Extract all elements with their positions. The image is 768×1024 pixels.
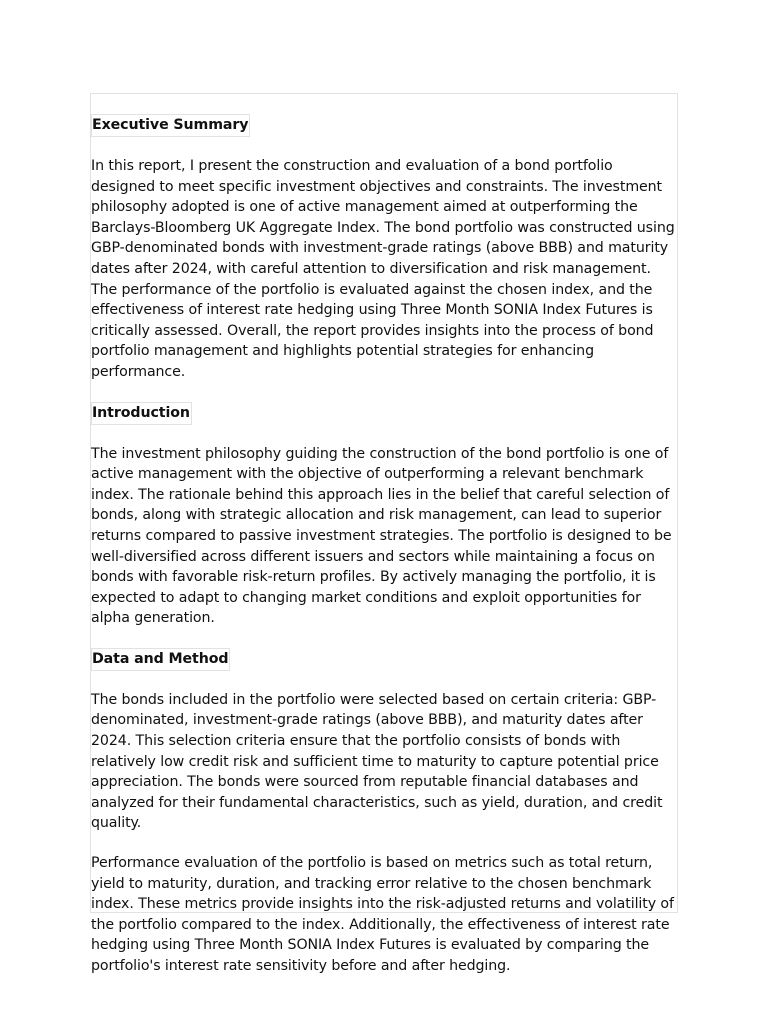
section-executive-summary — [91, 114, 677, 137]
heading-data-and-method: Data and Method — [91, 648, 230, 671]
paragraph-data-method-2: Performance evaluation of the portfolio is based on metrics such as total return, yield to maturity, duration, and tracking error relative to the chosen benchmark index. These metrics provide insights into the risk-adjusted returns and volatility of the portfolio compared to the index. Additionally, the effectiveness of interest rate hedging using Three Month SONIA Index Futures is evaluated by comparing the portfolio's interest rate sensitivity before and after hedging. — [91, 855, 674, 974]
document-body — [91, 114, 677, 977]
section-introduction — [91, 402, 677, 425]
heading-introduction: Introduction — [91, 402, 192, 425]
paragraph-introduction: The investment philosophy guiding the construction of the bond portfolio is one of active management with the objective of outperforming a relevant benchmark index. The rationale behind this approach lies in the belief that careful selection of bonds, along with strategic allocation and risk management, can lead to superior returns compared to passive investment strategies. The portfolio is designed to be well-diversified across different issuers and sectors while maintaining a focus on bonds with favorable risk-return profiles. By actively managing the portfolio, it is expected to adapt to changing market conditions and exploit opportunities for alpha generation. — [91, 445, 672, 627]
section-data-and-method — [91, 648, 677, 671]
document-page — [90, 93, 678, 974]
paragraph-data-method-1: The bonds included in the portfolio were selected based on certain criteria: GBP-denominated, investment-grade ratings (above BBB), and maturity dates after 2024. This selection criteria ensure that the portfolio consists of bonds with relatively low credit risk and sufficient time to maturity to capture potential price appreciation. The bonds were sourced from reputable financial databases and analyzed for their fundamental characteristics, such as yield, duration, and credit quality. — [91, 691, 663, 832]
heading-executive-summary: Executive Summary — [91, 114, 250, 137]
paragraph-executive-summary: In this report, I present the construction and evaluation of a bond portfolio designed to meet specific investment objectives and constraints. The investment philosophy adopted is one of active management aimed at outperforming the Barclays-Bloomberg UK Aggregate Index. The bond portfolio was constructed using GBP-denominated bonds with investment-grade ratings (above BBB) and maturity dates after 2024, with careful attention to diversification and risk management. The performance of the portfolio is evaluated against the chosen index, and the effectiveness of interest rate hedging using Three Month SONIA Index Futures is critically assessed. Overall, the report provides insights into the process of bond portfolio management and highlights potential strategies for enhancing performance. — [91, 158, 675, 380]
